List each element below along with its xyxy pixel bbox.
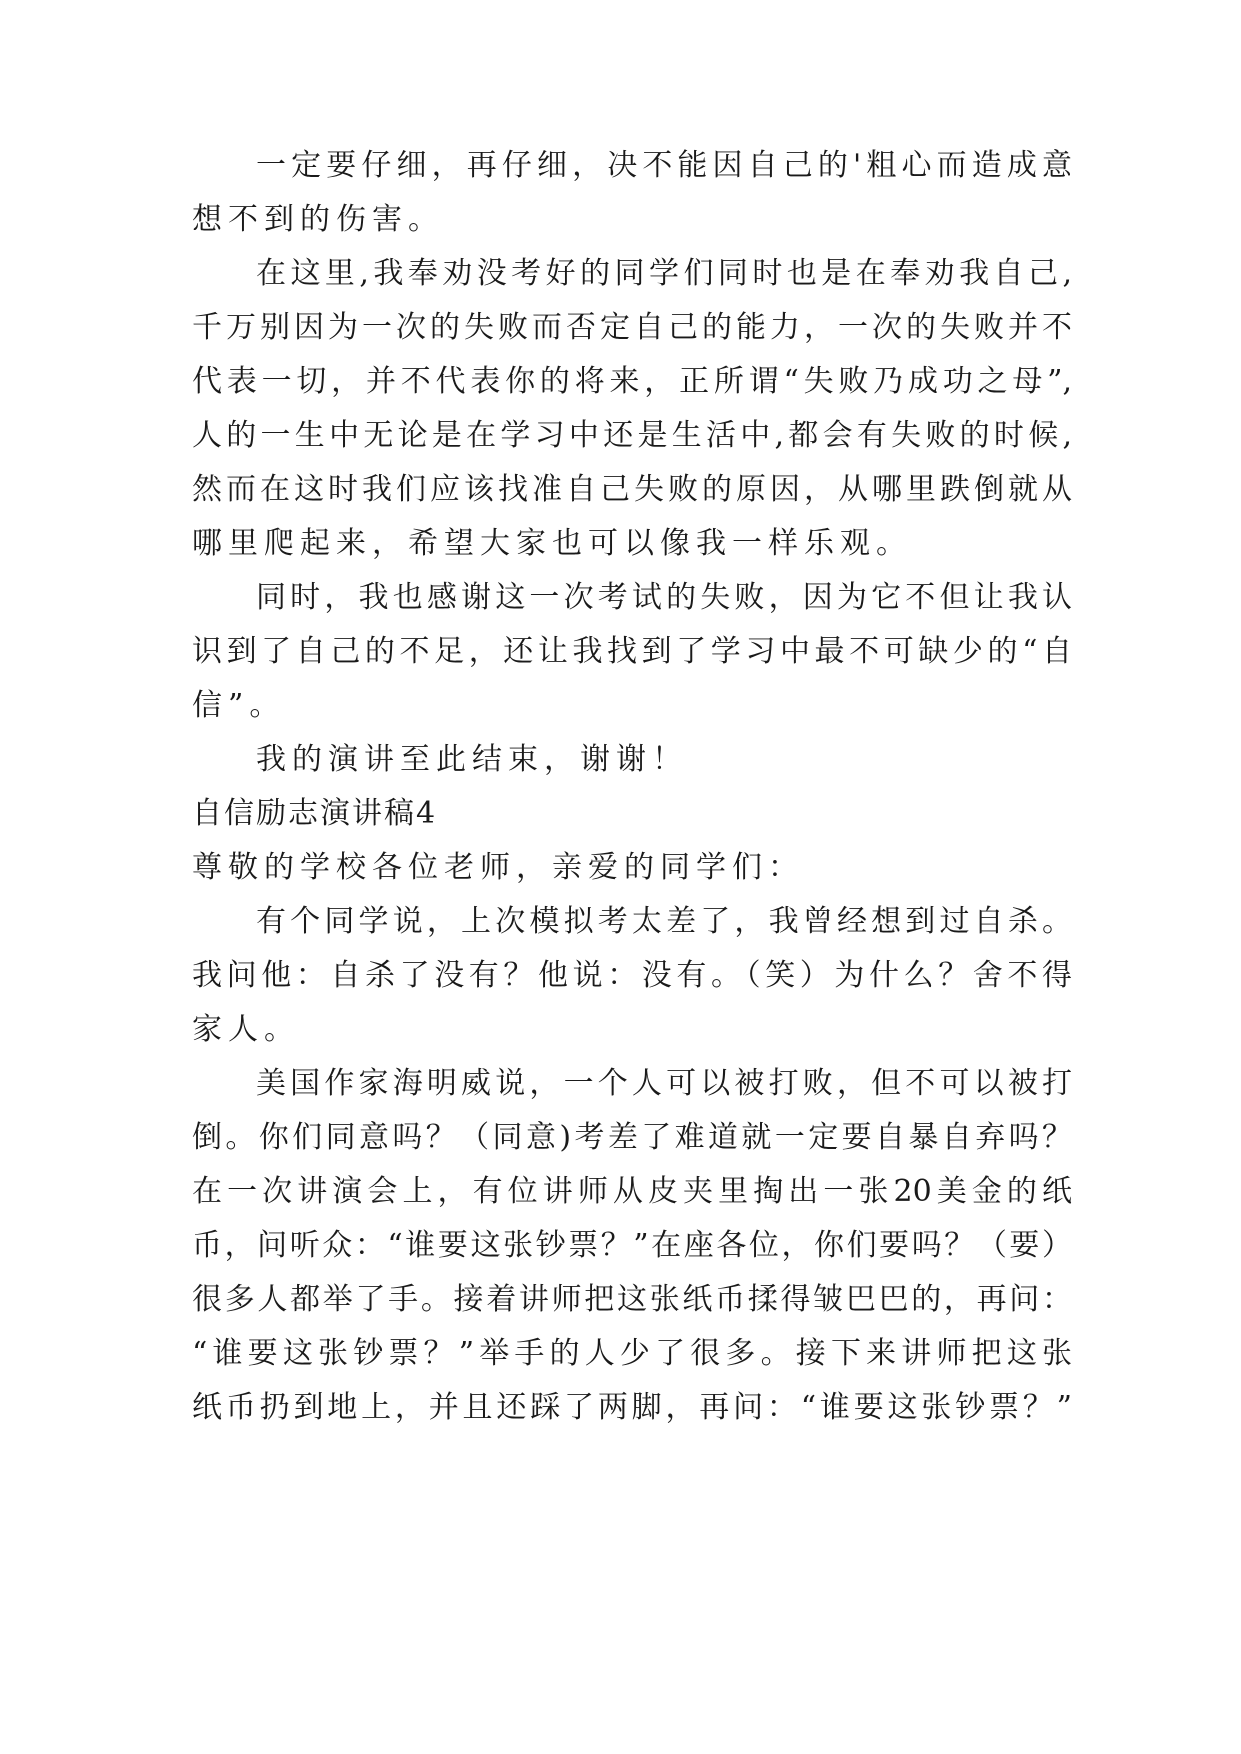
paragraph-line: 人的一生中无论是在学习中还是生活中,都会有失败的时候, [192, 418, 1072, 453]
paragraph-line: 识到了自己的不足，还让我找到了学习中最不可缺少的“自 [192, 634, 1072, 669]
salutation: 尊敬的学校各位老师，亲爱的同学们： [192, 850, 804, 885]
paragraph-line: “谁要这张钞票？”举手的人少了很多。接下来讲师把这张 [192, 1336, 1072, 1371]
paragraph-line: 同时，我也感谢这一次考试的失败，因为它不但让我认 [256, 580, 1072, 615]
paragraph-line: 我问他：自杀了没有？他说：没有。（笑）为什么？舍不得 [192, 958, 1072, 993]
paragraph-line: 千万别因为一次的失败而否定自己的能力，一次的失败并不 [192, 310, 1072, 345]
paragraph-line: 代表一切，并不代表你的将来，正所谓“失败乃成功之母”, [192, 364, 1072, 399]
paragraph-line: 倒。你们同意吗？（同意)考差了难道就一定要自暴自弃吗？ [192, 1120, 1072, 1155]
paragraph-line: 信”。 [192, 688, 286, 723]
closing-line: 我的演讲至此结束，谢谢！ [256, 742, 688, 777]
paragraph-line: 美国作家海明威说，一个人可以被打败，但不可以被打 [256, 1066, 1072, 1101]
paragraph-line: 币，问听众：“谁要这张钞票？”在座各位，你们要吗？（要） [192, 1228, 1072, 1263]
paragraph-line: 纸币扔到地上，并且还踩了两脚，再问：“谁要这张钞票？” [192, 1390, 1072, 1425]
paragraph-line: 有个同学说，上次模拟考太差了，我曾经想到过自杀。 [256, 904, 1072, 939]
paragraph-line: 在这里,我奉劝没考好的同学们同时也是在奉劝我自己, [256, 256, 1072, 291]
paragraph-line: 想不到的伤害。 [192, 202, 444, 237]
paragraph-line: 然而在这时我们应该找准自己失败的原因，从哪里跌倒就从 [192, 472, 1072, 507]
paragraph-line: 一定要仔细，再仔细，决不能因自己的'粗心而造成意 [256, 148, 1072, 183]
section-heading: 自信励志演讲稿4 [192, 796, 438, 831]
paragraph-line: 家人。 [192, 1012, 300, 1047]
paragraph-line: 很多人都举了手。接着讲师把这张纸币揉得皱巴巴的，再问： [192, 1282, 1072, 1317]
paragraph-line: 在一次讲演会上，有位讲师从皮夹里掏出一张20美金的纸 [192, 1174, 1072, 1209]
paragraph-line: 哪里爬起来，希望大家也可以像我一样乐观。 [192, 526, 912, 561]
